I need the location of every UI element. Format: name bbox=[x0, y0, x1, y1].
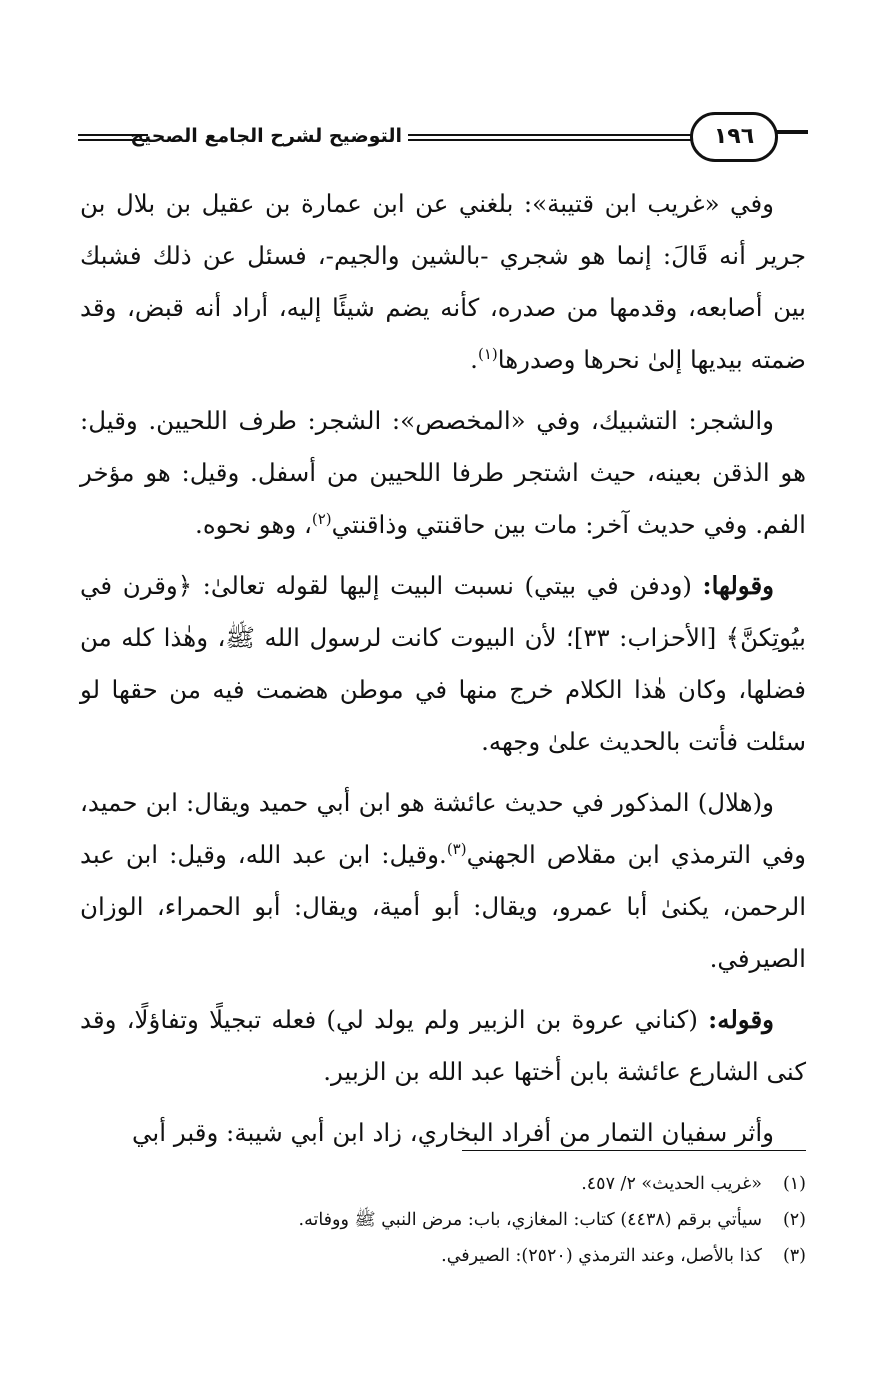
paragraph-3 bbox=[80, 560, 806, 768]
paragraph-tail: ، وهو نحوه. bbox=[195, 510, 312, 539]
paragraph-5 bbox=[80, 994, 806, 1098]
paragraph-text: (ودفن في بيتي) نسبت البيت إليها لقوله تعالىٰ: ﴿وقرن في بيُوتِكنَّ﴾ [الأحزاب: ٣٣]؛ لأن البيوت كانت لرسول الله ﷺ، وهٰذا كله من فضلها، وكان هٰذا الكلام خرج منها في موطن هضمت فيه من حقها لو سئلت فأتت بالحديث علىٰ وجهه. bbox=[80, 571, 806, 756]
footnote-separator bbox=[462, 1150, 806, 1151]
page-header bbox=[78, 108, 808, 164]
paragraph-text: و(هلال) المذكور في حديث عائشة هو ابن أبي حميد ويقال: ابن حميد، وفي الترمذي ابن مقلاص الجهني bbox=[80, 788, 806, 869]
page-number-ornament bbox=[776, 130, 808, 134]
paragraph-2 bbox=[80, 395, 806, 551]
paragraph-lead: وقوله: bbox=[708, 1005, 774, 1034]
body-text bbox=[80, 178, 806, 1168]
footnote-2 bbox=[80, 1202, 806, 1238]
paragraph-lead: وقولها: bbox=[702, 571, 774, 600]
paragraph-4 bbox=[80, 777, 806, 985]
footnote-number: (٣) bbox=[782, 1246, 806, 1266]
page-number: ١٩٦ bbox=[690, 112, 778, 162]
footnote-1 bbox=[80, 1166, 806, 1202]
footnotes bbox=[80, 1166, 806, 1274]
footnote-text: «غريب الحديث» ٢/ ٤٥٧. bbox=[581, 1174, 762, 1194]
paragraph-tail: . bbox=[470, 345, 478, 374]
paragraph-tail: .وقيل: ابن عبد الله، وقيل: ابن عبد الرحمن، يكنىٰ أبا عمرو، ويقال: أبو أمية، ويقال: أبو الحمراء، الوزان الصيرفي. bbox=[80, 840, 806, 973]
paragraph-6 bbox=[80, 1107, 806, 1159]
footnote-ref-3: (٣) bbox=[446, 839, 467, 858]
footnote-ref-1: (١) bbox=[477, 344, 498, 363]
paragraph-text: (كناني عروة بن الزبير ولم يولد لي) فعله تبجيلًا وتفاؤلًا، وقد كنى الشارع عائشة بابن أختها عبد الله بن الزبير. bbox=[80, 1005, 806, 1086]
header-rule-right-top bbox=[408, 134, 693, 136]
footnote-text: سيأتي برقم (٤٤٣٨) كتاب: المغازي، باب: مرض النبي ﷺ ووفاته. bbox=[298, 1210, 762, 1230]
header-rule-right-bottom bbox=[408, 139, 693, 141]
footnote-text: كذا بالأصل، وعند الترمذي (٢٥٢٠): الصيرفي. bbox=[441, 1246, 762, 1266]
paragraph-text: وأثر سفيان التمار من أفراد البخاري، زاد ابن أبي شيبة: وقبر أبي bbox=[131, 1118, 774, 1147]
footnote-ref-2: (٢) bbox=[311, 509, 332, 528]
paragraph-text: وفي «غريب ابن قتيبة»: بلغني عن ابن عمارة بن عقيل بن بلال بن جرير أنه قَالَ: إنما هو شجري -بالشين والجيم-، فسئل عن ذلك فشبك بين أصابعه، وقدمها من صدره، كأنه يضم شيئًا إليه، أراد أنه قبض، وقد ضمته بيديها إلىٰ نحرها وصدرها bbox=[80, 189, 806, 374]
footnote-3 bbox=[80, 1238, 806, 1274]
paragraph-1 bbox=[80, 178, 806, 386]
footnote-number: (٢) bbox=[782, 1210, 806, 1230]
footnote-number: (١) bbox=[782, 1174, 806, 1194]
book-title: التوضيح لشرح الجامع الصحيح bbox=[130, 125, 402, 147]
paragraph-text: والشجر: التشبيك، وفي «المخصص»: الشجر: طرف اللحيين. وقيل: هو الذقن بعينه، حيث اشتجر طرفا اللحيين من أسفل. وقيل: هو مؤخر الفم. وفي حديث آخر: مات بين حاقنتي وذاقنتي bbox=[80, 406, 806, 539]
